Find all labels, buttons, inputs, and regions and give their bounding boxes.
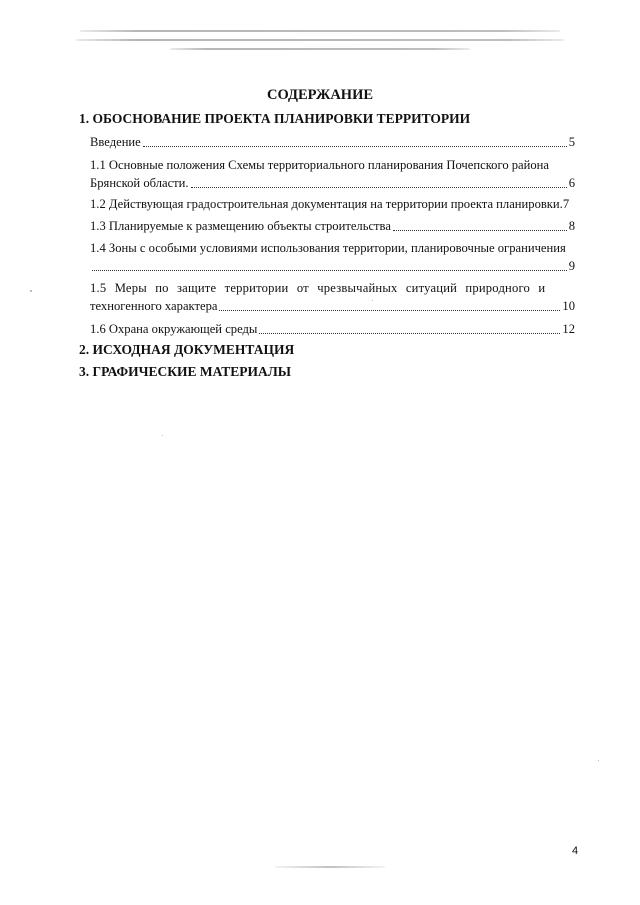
toc-entry-label: 1.2 Действующая градостроительная документация на территории проекта планировки. xyxy=(90,197,563,211)
toc-entry-intro[interactable] xyxy=(90,133,575,151)
toc-page-number: 9 xyxy=(568,259,575,273)
section-heading-1: 1. ОБОСНОВАНИЕ ПРОЕКТА ПЛАНИРОВКИ ТЕРРИТОРИИ xyxy=(79,111,471,126)
scan-speck xyxy=(162,435,163,436)
scan-speck xyxy=(372,300,373,301)
running-header-line xyxy=(170,48,470,50)
toc-entry-1-1[interactable] xyxy=(90,156,575,192)
toc-entry-label-cont: Брянской области. xyxy=(90,176,189,190)
running-header-line xyxy=(76,39,564,41)
dot-leader xyxy=(219,309,560,311)
toc-entry-label: 1.1 Основные положения Схемы территориального планирования Почепского района xyxy=(90,158,550,172)
toc-entry-label: Введение xyxy=(90,135,141,149)
toc-entry-label: 1.5 Меры по защите территории от чрезвычайных ситуаций природного и xyxy=(90,281,546,295)
dot-leader xyxy=(143,145,567,147)
page-title: СОДЕРЖАНИЕ xyxy=(266,87,374,103)
toc-page-number: 12 xyxy=(562,322,575,336)
running-header xyxy=(70,30,570,50)
section-heading-3: 3. ГРАФИЧЕСКИЕ МАТЕРИАЛЫ xyxy=(79,364,292,379)
footer-stamp xyxy=(275,866,385,868)
toc-entry-1-4[interactable] xyxy=(90,239,575,275)
toc-page-number: 10 xyxy=(562,299,575,313)
dot-leader xyxy=(259,332,560,334)
page-number: 4 xyxy=(572,845,579,857)
toc-entry-1-5[interactable] xyxy=(90,279,575,315)
toc-entry-1-2[interactable] xyxy=(90,195,575,213)
dot-leader xyxy=(191,186,567,188)
toc-entry-label-cont: техногенного характера xyxy=(90,299,218,313)
scan-speck xyxy=(30,290,32,292)
toc-entry-label: 1.4 Зоны с особыми условиями использования территории, планировочные ограничения xyxy=(90,241,566,255)
toc-page-number: 7 xyxy=(562,197,570,211)
toc-entry-1-6[interactable] xyxy=(90,320,575,338)
toc-entry-label: 1.3 Планируемые к размещению объекты строительства xyxy=(90,219,391,233)
scan-speck xyxy=(598,760,599,761)
toc-page-number: 8 xyxy=(568,219,575,233)
toc-entry-1-3[interactable] xyxy=(90,217,575,235)
toc-page-number: 5 xyxy=(568,135,575,149)
dot-leader xyxy=(393,229,567,231)
toc-page-number: 6 xyxy=(568,176,575,190)
toc-entry-label: 1.6 Охрана окружающей среды xyxy=(90,322,258,336)
dot-leader xyxy=(92,269,567,271)
running-header-line xyxy=(80,30,560,32)
section-heading-2: 2. ИСХОДНАЯ ДОКУМЕНТАЦИЯ xyxy=(79,342,295,357)
